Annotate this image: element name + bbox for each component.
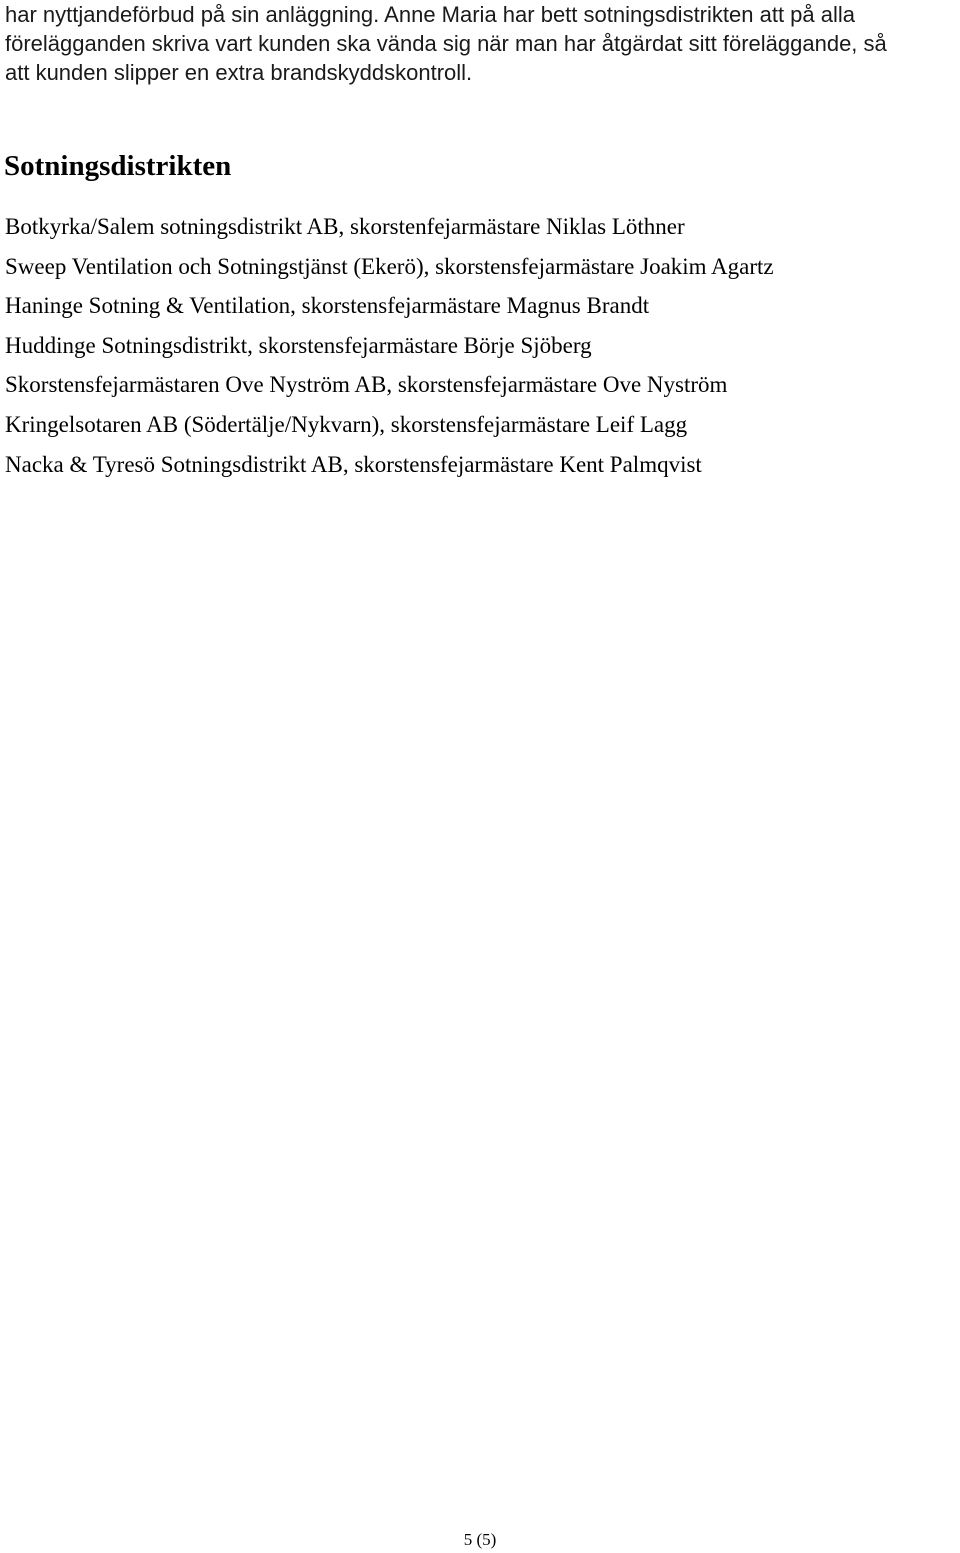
district-item: Nacka & Tyresö Sotningsdistrikt AB, skorstensfejarmästare Kent Palmqvist	[5, 451, 702, 477]
section-heading: Sotningsdistrikten	[4, 150, 232, 182]
district-item: Haninge Sotning & Ventilation, skorstensfejarmästare Magnus Brandt	[5, 293, 650, 319]
intro-line: har nyttjandeförbud på sin anläggning. Anne Maria har bett sotningsdistrikten att på alla	[5, 2, 855, 27]
page-number: 5 (5)	[463, 1530, 497, 1549]
district-item: Sweep Ventilation och Sotningstjänst (Ekerö), skorstensfejarmästare Joakim Agartz	[5, 253, 774, 279]
intro-line: förelägganden skriva vart kunden ska vända sig när man har åtgärdat sitt föreläggande, så	[5, 31, 887, 56]
district-item: Botkyrka/Salem sotningsdistrikt AB, skorstenfejarmästare Niklas Löthner	[5, 214, 685, 239]
district-list	[5, 209, 774, 486]
intro-paragraph	[5, 0, 955, 87]
intro-line: att kunden slipper en extra brandskyddskontroll.	[5, 60, 473, 85]
district-item: Skorstensfejarmästaren Ove Nyström AB, skorstensfejarmästare Ove Nyström	[5, 372, 728, 398]
district-item: Kringelsotaren AB (Södertälje/Nykvarn), skorstensfejarmästare Leif Lagg	[5, 411, 688, 437]
district-item: Huddinge Sotningsdistrikt, skorstensfejarmästare Börje Sjöberg	[5, 332, 592, 358]
